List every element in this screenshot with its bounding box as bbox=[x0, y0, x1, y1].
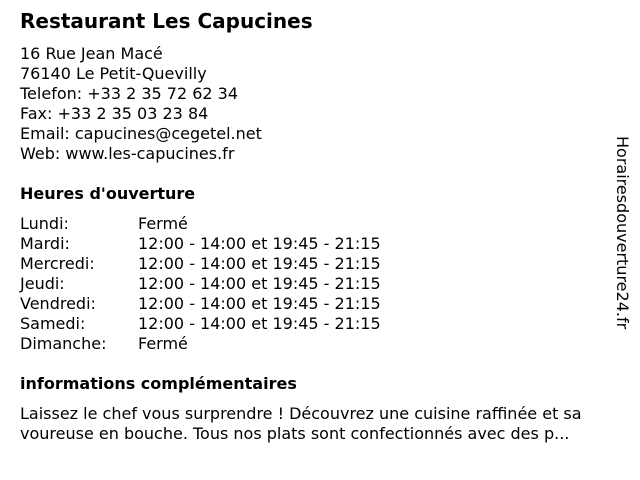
time-value: 12:00 - 14:00 et 19:45 - 21:15 bbox=[138, 274, 381, 293]
day-label: Vendredi: bbox=[20, 294, 96, 313]
day-label: Samedi: bbox=[20, 314, 86, 333]
opening-hours-table bbox=[20, 214, 381, 354]
time-value: 12:00 - 14:00 et 19:45 - 21:15 bbox=[138, 294, 381, 313]
day-label: Lundi: bbox=[20, 214, 69, 233]
hours-row-monday bbox=[20, 214, 381, 234]
phone-number: Telefon: +33 2 35 72 62 34 bbox=[20, 84, 239, 103]
description-line-2: voureuse en bouche. Tous nos plats sont confectionnés avec des p... bbox=[20, 424, 570, 443]
time-value: Fermé bbox=[138, 214, 188, 233]
day-label: Jeudi: bbox=[20, 274, 65, 293]
hours-row-thursday bbox=[20, 274, 381, 294]
address-city: 76140 Le Petit-Quevilly bbox=[20, 64, 207, 83]
page-title: Restaurant Les Capucines bbox=[20, 9, 313, 33]
info-heading: informations complémentaires bbox=[20, 374, 297, 393]
contact-block bbox=[20, 44, 262, 164]
day-label: Mercredi: bbox=[20, 254, 95, 273]
description-line-1: Laissez le chef vous surprendre ! Découvrez une cuisine raffinée et sa bbox=[20, 404, 582, 423]
day-label: Dimanche: bbox=[20, 334, 107, 353]
hours-row-wednesday bbox=[20, 254, 381, 274]
fax-number: Fax: +33 2 35 03 23 84 bbox=[20, 104, 209, 123]
site-watermark: Horairesdouverture24.fr bbox=[613, 136, 632, 330]
hours-row-saturday bbox=[20, 314, 381, 334]
address-street: 16 Rue Jean Macé bbox=[20, 44, 163, 63]
time-value: 12:00 - 14:00 et 19:45 - 21:15 bbox=[138, 254, 381, 273]
hours-row-friday bbox=[20, 294, 381, 314]
hours-row-tuesday bbox=[20, 234, 381, 254]
hours-row-sunday bbox=[20, 334, 381, 354]
website: Web: www.les-capucines.fr bbox=[20, 144, 235, 163]
time-value: 12:00 - 14:00 et 19:45 - 21:15 bbox=[138, 234, 381, 253]
time-value: Fermé bbox=[138, 334, 188, 353]
hours-heading: Heures d'ouverture bbox=[20, 184, 196, 203]
time-value: 12:00 - 14:00 et 19:45 - 21:15 bbox=[138, 314, 381, 333]
restaurant-description bbox=[20, 404, 640, 444]
email-address: Email: capucines@cegetel.net bbox=[20, 124, 262, 143]
day-label: Mardi: bbox=[20, 234, 70, 253]
